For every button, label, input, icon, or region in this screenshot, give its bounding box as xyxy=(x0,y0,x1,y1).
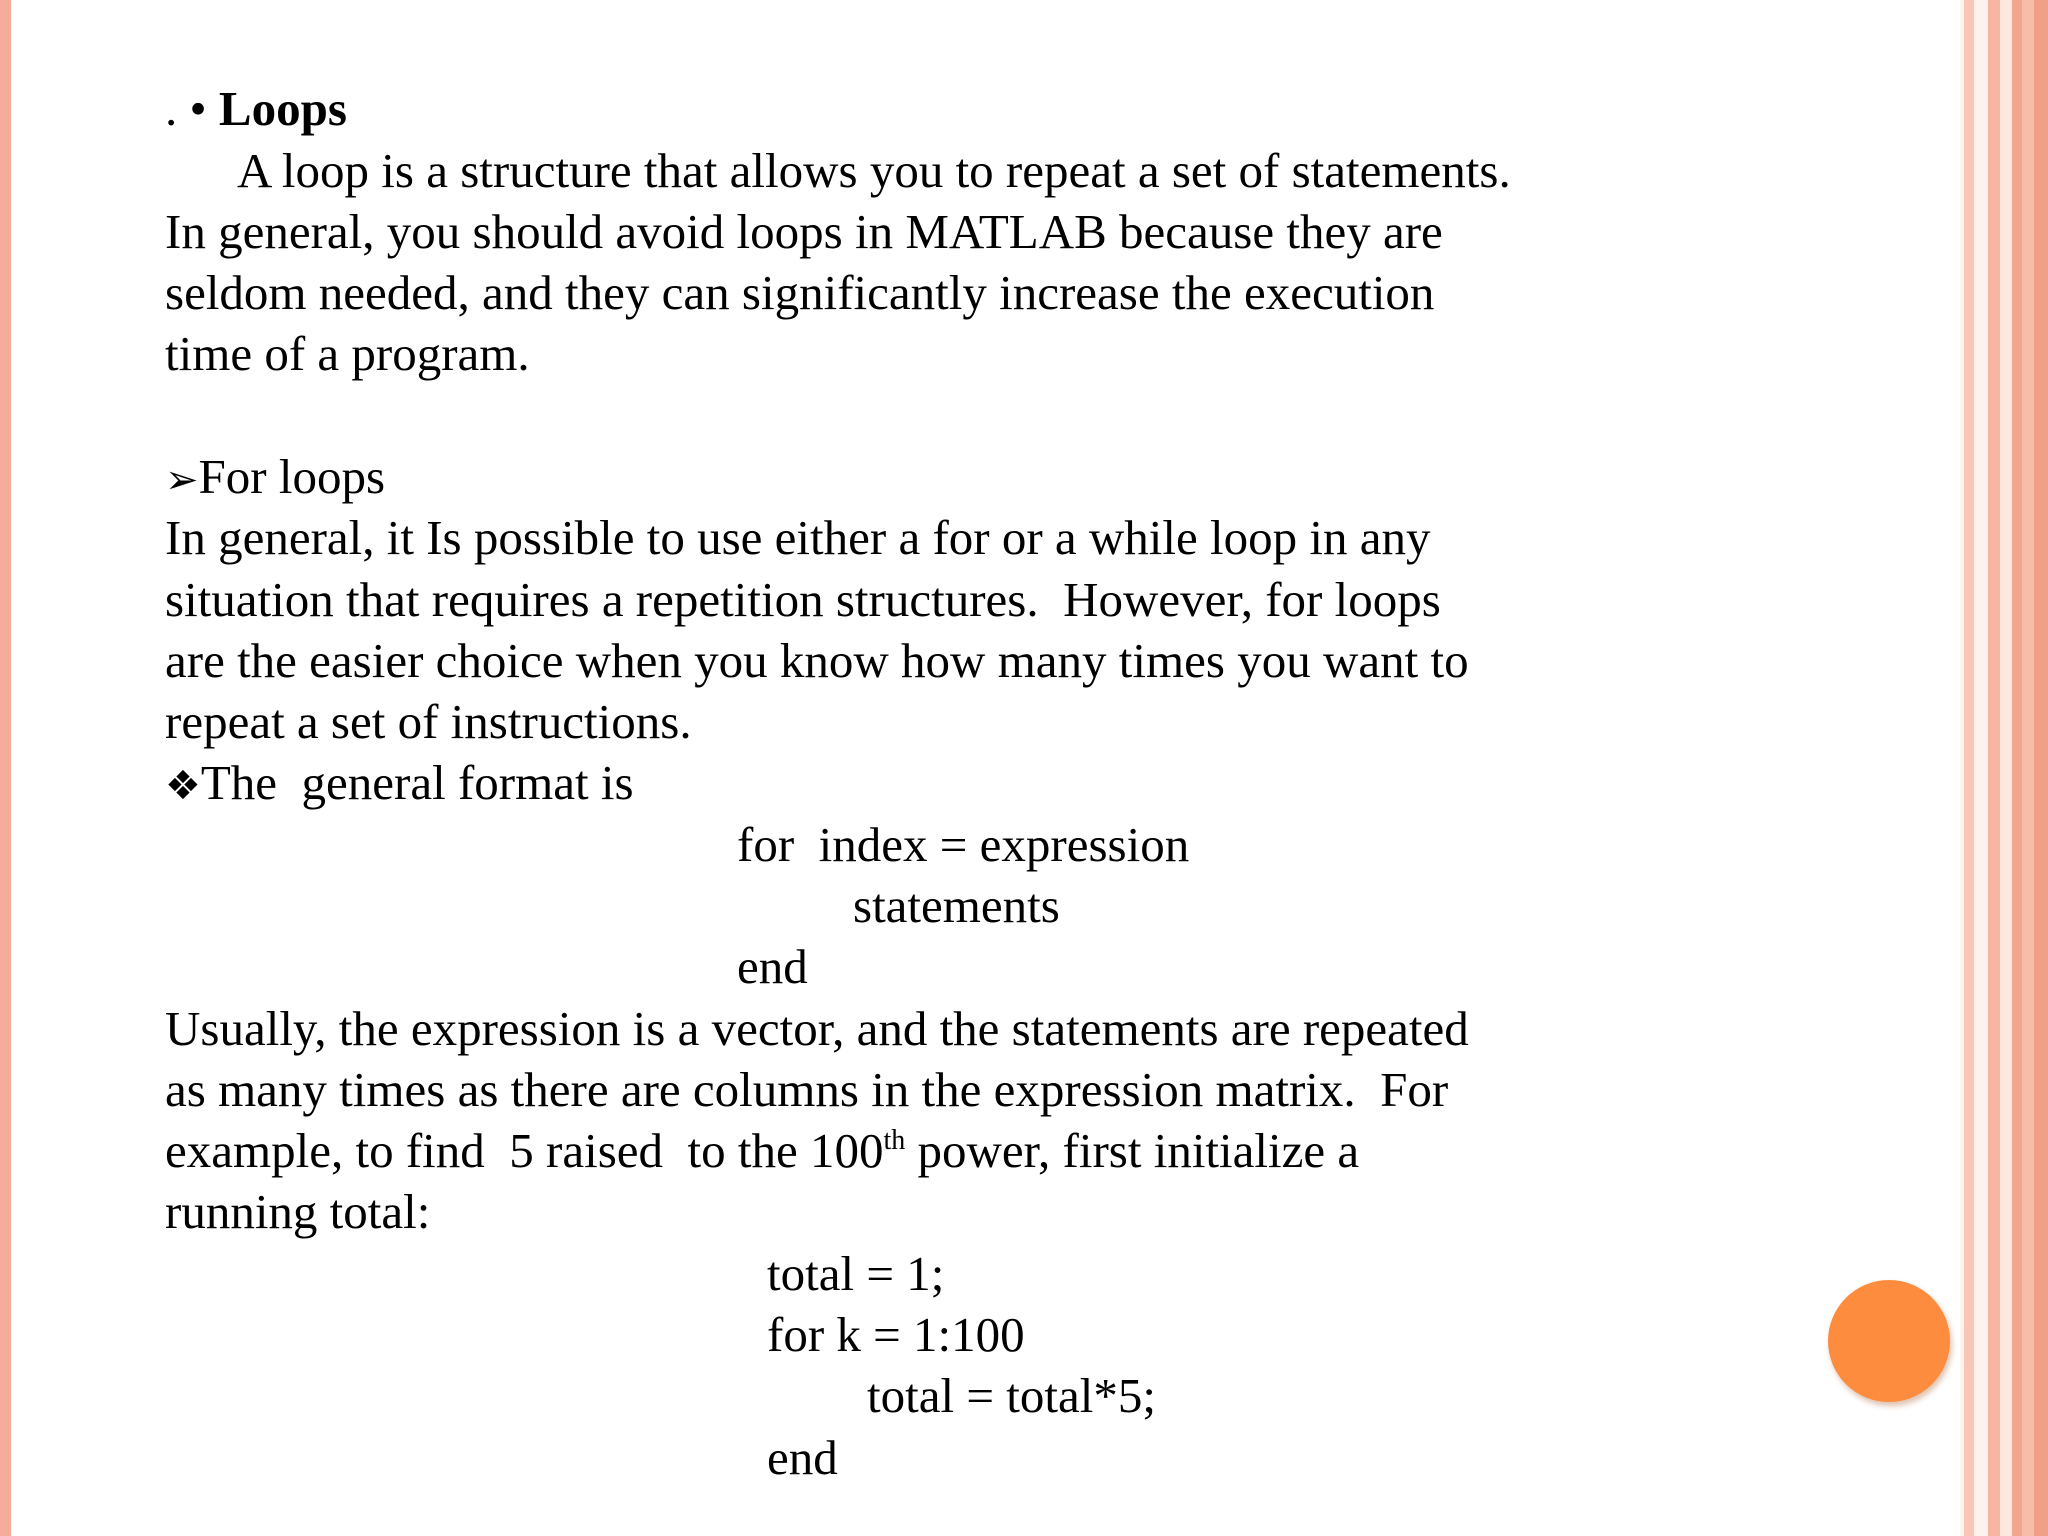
syntax-line-1: for index = expression xyxy=(737,817,1190,872)
heading-dot: . xyxy=(165,81,190,136)
for-loops-heading xyxy=(165,446,385,511)
example-line xyxy=(165,1120,1359,1181)
arrow-bullet-icon: ➢ xyxy=(165,457,199,503)
diamond-bullet-icon: ❖ xyxy=(165,763,201,809)
code-line-2: for k = 1:100 xyxy=(767,1307,1025,1362)
example-text-end: power, first initialize a xyxy=(905,1123,1360,1178)
syntax-line-3: end xyxy=(737,939,808,994)
general-format-title: The general format is xyxy=(200,755,634,810)
code-line-1: total = 1; xyxy=(767,1246,945,1301)
usage-line-1: Usually, the expression is a vector, and the statements are repeated xyxy=(165,1001,1469,1056)
slide-heading: Loops xyxy=(218,81,347,136)
orange-circle-decoration xyxy=(1828,1280,1950,1402)
example-text-start: example, to find 5 raised to the 100 xyxy=(165,1123,884,1178)
bullet-icon: • xyxy=(189,81,207,136)
heading-line xyxy=(165,78,347,139)
left-decorative-border xyxy=(0,0,11,1536)
syntax-line-2: statements xyxy=(853,878,1060,933)
usage-line-end: running total: xyxy=(165,1184,431,1239)
usage-line-2: as many times as there are columns in the expression matrix. For xyxy=(165,1062,1449,1117)
for-loops-title: For loops xyxy=(198,449,386,504)
intro-line-4: time of a program. xyxy=(165,326,530,381)
intro-line-3: seldom needed, and they can significantly increase the execution xyxy=(165,265,1435,320)
intro-line-1: A loop is a structure that allows you to repeat a set of statements. xyxy=(237,143,1511,198)
for-para-line-2: situation that requires a repetition structures. However, for loops xyxy=(165,572,1441,627)
general-format-line xyxy=(165,752,634,817)
superscript-th: th xyxy=(883,1125,906,1156)
for-para-line-1: In general, it Is possible to use either a for or a while loop in any xyxy=(165,510,1431,565)
code-line-3: total = total*5; xyxy=(867,1368,1156,1423)
for-para-line-3: are the easier choice when you know how many times you want to xyxy=(165,633,1469,688)
intro-line-2: In general, you should avoid loops in MATLAB because they are xyxy=(165,204,1443,259)
right-decorative-border xyxy=(1960,0,2048,1536)
for-para-line-4: repeat a set of instructions. xyxy=(165,694,692,749)
code-line-4: end xyxy=(767,1430,838,1485)
